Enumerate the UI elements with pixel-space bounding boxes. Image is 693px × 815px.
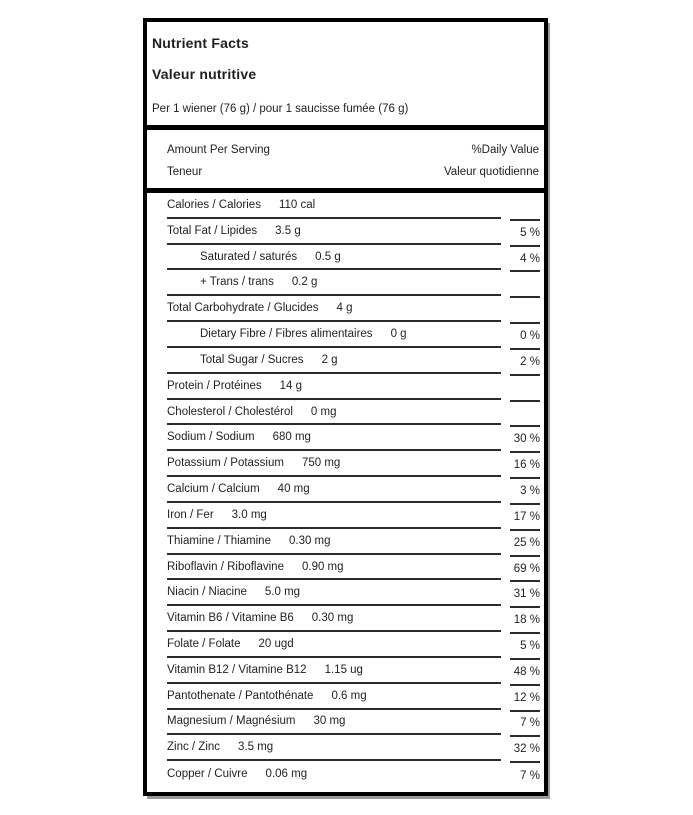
nutrition-facts-label bbox=[143, 18, 548, 796]
nutrient-row bbox=[167, 761, 540, 787]
nutrient-row-main bbox=[167, 245, 501, 271]
nutrient-row bbox=[167, 658, 540, 684]
nutrient-row-main bbox=[167, 735, 501, 761]
nutrient-row bbox=[167, 684, 540, 710]
nutrient-value: 110 cal bbox=[278, 198, 316, 211]
nutrient-percent: 30 % bbox=[510, 427, 540, 453]
nutrient-value: 0.6 mg bbox=[331, 689, 367, 702]
nutrient-row bbox=[167, 348, 540, 374]
nutrient-label: Total Carbohydrate / Glucides bbox=[167, 302, 319, 315]
nutrient-label: Dietary Fibre / Fibres alimentaires bbox=[200, 328, 373, 341]
nutrient-row-main bbox=[167, 529, 501, 555]
nutrient-row bbox=[167, 710, 540, 736]
nutrient-label: Calories / Calories bbox=[167, 198, 261, 211]
nutrient-label: Magnesium / Magnésium bbox=[167, 715, 296, 728]
nutrient-value: 3.5 g bbox=[275, 224, 301, 237]
nutrient-percent: 48 % bbox=[510, 660, 540, 686]
nutrient-percent bbox=[510, 402, 540, 428]
nutrient-row-main bbox=[167, 296, 501, 322]
nutrient-value: 0.30 mg bbox=[288, 534, 331, 547]
nutrient-row-main bbox=[167, 425, 501, 451]
nutrient-label: Protein / Protéines bbox=[167, 379, 262, 392]
nutrient-label: Iron / Fer bbox=[167, 508, 214, 521]
nutrient-percent: 2 % bbox=[510, 350, 540, 376]
nutrient-row-main bbox=[167, 322, 501, 348]
nutrient-row-main bbox=[167, 710, 501, 736]
nutrient-row bbox=[167, 451, 540, 477]
nutrient-percent: 32 % bbox=[510, 737, 540, 763]
nutrient-row bbox=[167, 477, 540, 503]
nutrient-rows bbox=[147, 193, 544, 792]
nutrient-row-main bbox=[167, 219, 501, 245]
nutrient-row-main bbox=[167, 606, 501, 632]
nutrient-percent bbox=[510, 195, 540, 221]
nutrient-value: 3.5 mg bbox=[238, 741, 274, 754]
nutrient-percent: 4 % bbox=[510, 247, 540, 273]
nutrient-value: 14 g bbox=[279, 379, 302, 392]
nutrient-percent: 7 % bbox=[520, 770, 540, 783]
nutrient-value: 40 mg bbox=[277, 483, 310, 496]
nutrient-label: Saturated / saturés bbox=[200, 250, 298, 263]
title-french: Valeur nutritive bbox=[152, 66, 257, 82]
nutrient-value: 5.0 mg bbox=[264, 586, 301, 599]
nutrient-percent: 31 % bbox=[510, 582, 540, 608]
nutrient-percent: 0 % bbox=[510, 324, 540, 350]
nutrient-row bbox=[167, 425, 540, 451]
nutrient-row bbox=[167, 529, 540, 555]
nutrient-percent: 17 % bbox=[510, 505, 540, 531]
column-header-row-en bbox=[167, 144, 539, 156]
nutrient-value: 30 mg bbox=[313, 715, 346, 728]
nutrient-percent: 16 % bbox=[510, 453, 540, 479]
nutrient-label: Vitamin B6 / Vitamine B6 bbox=[167, 612, 294, 625]
nutrient-percent: 69 % bbox=[510, 557, 540, 583]
nutrient-row-main bbox=[167, 761, 501, 787]
nutrient-row bbox=[167, 400, 540, 426]
nutrient-row bbox=[167, 245, 540, 271]
nutrient-value: 0 mg bbox=[310, 405, 337, 418]
nutrient-row bbox=[167, 580, 540, 606]
nutrient-row bbox=[167, 270, 540, 296]
nutrient-row bbox=[167, 632, 540, 658]
nutrient-label: Folate / Folate bbox=[167, 637, 241, 650]
nutrient-percent bbox=[510, 298, 540, 324]
nutrient-label: Thiamine / Thiamine bbox=[167, 534, 271, 547]
nutrient-percent: 7 % bbox=[510, 712, 540, 738]
nutrient-value: 0.90 mg bbox=[301, 560, 344, 573]
nutrient-row-main bbox=[167, 451, 501, 477]
nutrient-row bbox=[167, 219, 540, 245]
nutrient-value: 2 g bbox=[321, 353, 338, 366]
nutrient-row-main bbox=[167, 632, 501, 658]
daily-value-en: %Daily Value bbox=[471, 144, 539, 156]
nutrient-row-main bbox=[167, 477, 501, 503]
nutrient-percent bbox=[510, 376, 540, 402]
nutrient-row-main bbox=[167, 555, 501, 581]
amount-per-serving-en: Amount Per Serving bbox=[167, 144, 270, 156]
nutrient-row bbox=[167, 555, 540, 581]
nutrient-label: Cholesterol / Cholestérol bbox=[167, 405, 293, 418]
nutrient-row bbox=[167, 322, 540, 348]
nutrient-label: Potassium / Potassium bbox=[167, 457, 284, 470]
nutrient-value: 0.06 mg bbox=[265, 768, 308, 781]
nutrient-row-main bbox=[167, 503, 501, 529]
nutrient-row bbox=[167, 503, 540, 529]
nutrient-percent: 3 % bbox=[510, 479, 540, 505]
nutrient-value: 0 g bbox=[390, 328, 407, 341]
nutrient-percent: 25 % bbox=[510, 531, 540, 557]
nutrient-percent: 5 % bbox=[510, 634, 540, 660]
nutrient-label: Zinc / Zinc bbox=[167, 741, 221, 754]
nutrient-label: Vitamin B12 / Vitamine B12 bbox=[167, 663, 307, 676]
nutrient-row-main bbox=[167, 270, 501, 296]
nutrient-row-main bbox=[167, 400, 501, 426]
amount-per-serving-fr: Teneur bbox=[167, 166, 203, 178]
daily-value-fr: Valeur quotidienne bbox=[443, 166, 539, 178]
nutrient-value: 3.0 mg bbox=[231, 508, 267, 521]
nutrient-row-main bbox=[167, 193, 501, 219]
nutrient-label: Copper / Cuivre bbox=[167, 768, 248, 781]
nutrient-row-main bbox=[167, 684, 501, 710]
nutrient-label: Riboflavin / Riboflavine bbox=[167, 560, 284, 573]
nutrient-percent: 18 % bbox=[510, 608, 540, 634]
nutrient-value: 4 g bbox=[336, 302, 353, 315]
title-english: Nutrient Facts bbox=[152, 35, 249, 51]
nutrient-row bbox=[167, 296, 540, 322]
nutrient-row bbox=[167, 193, 540, 219]
serving-size-line: Per 1 wiener (76 g) / pour 1 saucisse fumée (76 g) bbox=[152, 103, 409, 115]
nutrient-label: Total Sugar / Sucres bbox=[200, 353, 304, 366]
nutrient-value: 1.15 ug bbox=[324, 663, 363, 676]
nutrient-value: 680 mg bbox=[272, 431, 311, 444]
column-header-row-fr bbox=[167, 166, 539, 178]
label-header bbox=[147, 22, 544, 125]
nutrient-row bbox=[167, 735, 540, 761]
nutrient-value: 0.30 mg bbox=[311, 612, 354, 625]
nutrient-percent bbox=[510, 272, 540, 298]
nutrient-label: Niacin / Niacine bbox=[167, 586, 247, 599]
nutrient-row-main bbox=[167, 580, 501, 606]
nutrient-value: 20 ugd bbox=[258, 637, 294, 650]
nutrient-percent: 12 % bbox=[510, 686, 540, 712]
nutrient-value: 750 mg bbox=[301, 457, 341, 470]
nutrient-percent: 5 % bbox=[510, 221, 540, 247]
nutrient-value: 0.5 g bbox=[315, 250, 341, 263]
nutrient-label: Sodium / Sodium bbox=[167, 431, 255, 444]
nutrient-row bbox=[167, 606, 540, 632]
nutrient-label: + Trans / trans bbox=[200, 276, 274, 289]
nutrient-label: Pantothenate / Pantothénate bbox=[167, 689, 314, 702]
nutrient-row-main bbox=[167, 374, 501, 400]
column-header-block bbox=[147, 130, 544, 188]
nutrient-row bbox=[167, 374, 540, 400]
nutrient-label: Calcium / Calcium bbox=[167, 483, 260, 496]
nutrient-row-main bbox=[167, 348, 501, 374]
nutrient-row-main bbox=[167, 658, 501, 684]
nutrient-value: 0.2 g bbox=[291, 276, 318, 289]
nutrient-label: Total Fat / Lipides bbox=[167, 224, 258, 237]
